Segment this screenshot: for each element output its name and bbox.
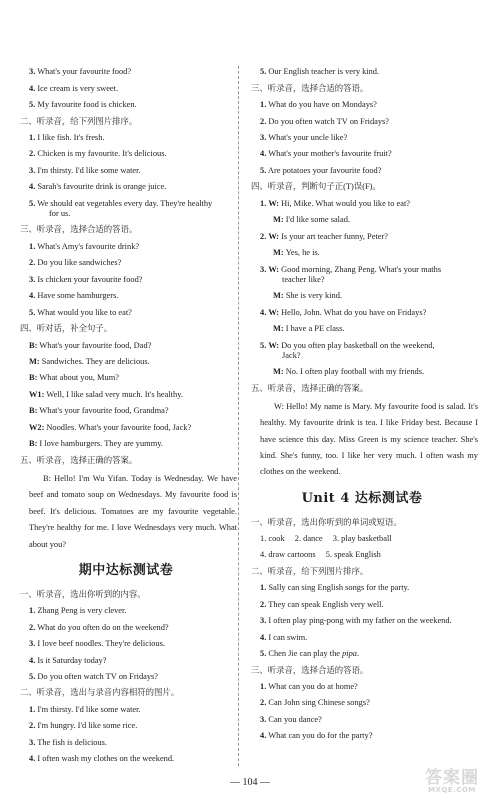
list-item: 5. My favourite food is chicken. [29,100,137,110]
listening-passage: W: Hello! My name is Mary. My favourite food is salad. It's healthy. My favourite drink is tea. I like Friday best. Because I have science this day. Miss Green is my science teacher. She's kind. She's funny, too. I like her very much. I often wash my clothes on the weekend. [260,401,478,477]
unit4-section-3 [246,662,478,744]
list-item: 5. Do you often watch TV on Fridays? [29,671,159,681]
section-title: 一、听录音，选出你听到的内容。 [20,589,146,599]
section-title: 二、听录音，给下列图片排序。 [20,116,138,126]
list-item: 4. I often wash my clothes on the weekend. [29,754,175,764]
dialogue-line: B: What's your favourite food, Grandma? [29,406,169,416]
list-item: 1. What do you have on Mondays? [260,100,377,110]
list-item: 4. What can you do for the party? [260,731,373,741]
list-item: 2. Chicken is my favourite. It's delicious. [29,149,167,159]
list-item: 4. Sarah's favourite drink is orange juice. [29,182,167,192]
midterm-title: 期中达标测试卷 [78,562,174,578]
dialogue-line: M: Yes, he is. [273,248,320,258]
section-4 [246,179,478,380]
list-item: 1. Sally can sing English songs for the party. [260,583,410,593]
section-5 [246,380,478,482]
section-5 [15,453,237,555]
unit4-section-2 [246,564,478,663]
list-item: 5. We should eat vegetables every day. They're healthy for us. [29,198,213,218]
list-item: 4. I can swim. [260,632,308,642]
left-column [15,64,237,767]
listening-passage: B: Hello! I'm Wu Yifan. Today is Wednesday. We have beef and tomato soup on Wednesdays. My favourite food is beef. It's delicious. Tomatoes are my favourite vegetable. They're healthy for me. I love Wednesdays very much. What about you? [29,473,237,549]
list-item: 5. Chen Jie can play the pipa. [260,649,360,659]
dialogue-line: M: Sandwiches. They are delicious. [29,356,150,366]
dialogue-line: 5. W: Do you often play basketball on the weekend, Jack? [260,340,435,360]
section-title: 一、听录音，选出你听到的单词或短语。 [251,517,402,527]
list-item: 2. Can John sing Chinese songs? [260,698,370,708]
list-item: 1. I like fish. It's fresh. [29,133,105,142]
list-item: 2. Do you like sandwiches? [29,258,122,268]
dialogue-line: 3. W: Good morning, Zhang Peng. What's your maths teacher like? [260,264,442,284]
midterm-section-1 [15,587,237,686]
section-3 [15,222,237,321]
dialogue-line: W2: Noodles. What's your favourite food, Jack? [29,422,192,432]
list-item: 5. What would you like to eat? [29,307,132,317]
section-title: 三、听录音，选择合适的答语。 [251,83,369,93]
list-item: 4. Is it Saturday today? [29,655,107,665]
list-item: 3. Is chicken your favourite food? [29,274,143,284]
option-row: 4. draw cartoons 5. speak English [260,550,381,560]
dialogue-line: B: I love hamburgers. They are yummy. [29,439,163,449]
section-title: 三、听录音，选择合适的答语。 [251,665,369,675]
section-2 [15,113,237,222]
list-item: 5. Our English teacher is very kind. [260,67,380,77]
list-item: 3. I often play ping-pong with my father on the weekend. [260,616,452,626]
unit-4-title: Unit 4 达标测试卷 [301,490,423,506]
section-title: 五、听录音，选择正确的答案。 [20,455,138,465]
midterm-section-2 [15,685,237,767]
list-item: 4. Ice cream is very sweet. [29,83,119,93]
dialogue-line: 4. W: Hello, John. What do you have on Fridays? [260,307,427,317]
section-title: 二、听录音，选出与录音内容相符的图片。 [20,688,180,698]
unit4-section-1 [246,514,478,563]
list-item: 3. What's your uncle like? [260,133,348,142]
section-title: 二、听录音，给下列图片排序。 [251,566,369,576]
list-item: 1. I'm thirsty. I'd like some water. [29,704,141,714]
section-title: 四、听录音，判断句子正(T)误(F)。 [251,182,381,192]
section-title: 四、听对话，补全句子。 [20,324,113,334]
dialogue-line: W1: Well, I like salad very much. It's healthy. [29,389,183,399]
dialogue-line: B: What's your favourite food, Dad? [29,340,152,350]
dialogue-line: 2. W: Is your art teacher funny, Peter? [260,231,388,241]
section-4 [15,321,237,453]
dialogue-line: M: I have a PE class. [273,324,345,334]
right-column [246,64,478,745]
list-item: 1. What can you do at home? [260,682,358,692]
option-row: 1. cook 2. dance 3. play basketball [260,533,392,543]
dialogue-line: M: No. I often play football with my friends. [273,367,425,377]
column-divider [238,66,239,766]
list-item: 4. What's your mother's favourite fruit? [260,149,392,159]
list-item: 3. What's your favourite food? [29,67,132,77]
dialogue-line: 1. W: Hi, Mike. What would you like to eat? [260,198,411,208]
list-item: 2. What do you often do on the weekend? [29,622,169,632]
list-item: 1. Zhang Peng is very clever. [29,606,127,616]
section-title: 五、听录音，选择正确的答案。 [251,383,369,393]
list-item: 2. I'm hungry. I'd like some rice. [29,721,138,731]
list-item: 3. I love beef noodles. They're delicious. [29,639,166,649]
dialogue-line: B: What about you, Mum? [29,373,119,383]
list-item: 3. The fish is delicious. [29,737,108,747]
list-item: 3. Can you dance? [260,714,322,724]
section-title: 三、听录音，选择合适的答语。 [20,225,138,235]
list-item: 3. I'm thirsty. I'd like some water. [29,165,141,175]
list-item: 1. What's Amy's favourite drink? [29,241,140,251]
section-3 [246,80,478,179]
section-1-tail [15,64,237,113]
page-number: — 104 — [230,777,270,788]
dialogue-line: M: I'd like some salad. [273,215,351,225]
list-item: 2. Do you often watch TV on Fridays? [260,116,390,126]
list-item: 5. Are potatoes your favourite food? [260,165,382,175]
list-item: 4. Have some hamburgers. [29,291,119,301]
dialogue-line: M: She is very kind. [273,291,342,301]
watermark-logo: 答案圈 MXQE.COM [425,768,479,794]
list-item: 2. They can speak English very well. [260,599,384,609]
